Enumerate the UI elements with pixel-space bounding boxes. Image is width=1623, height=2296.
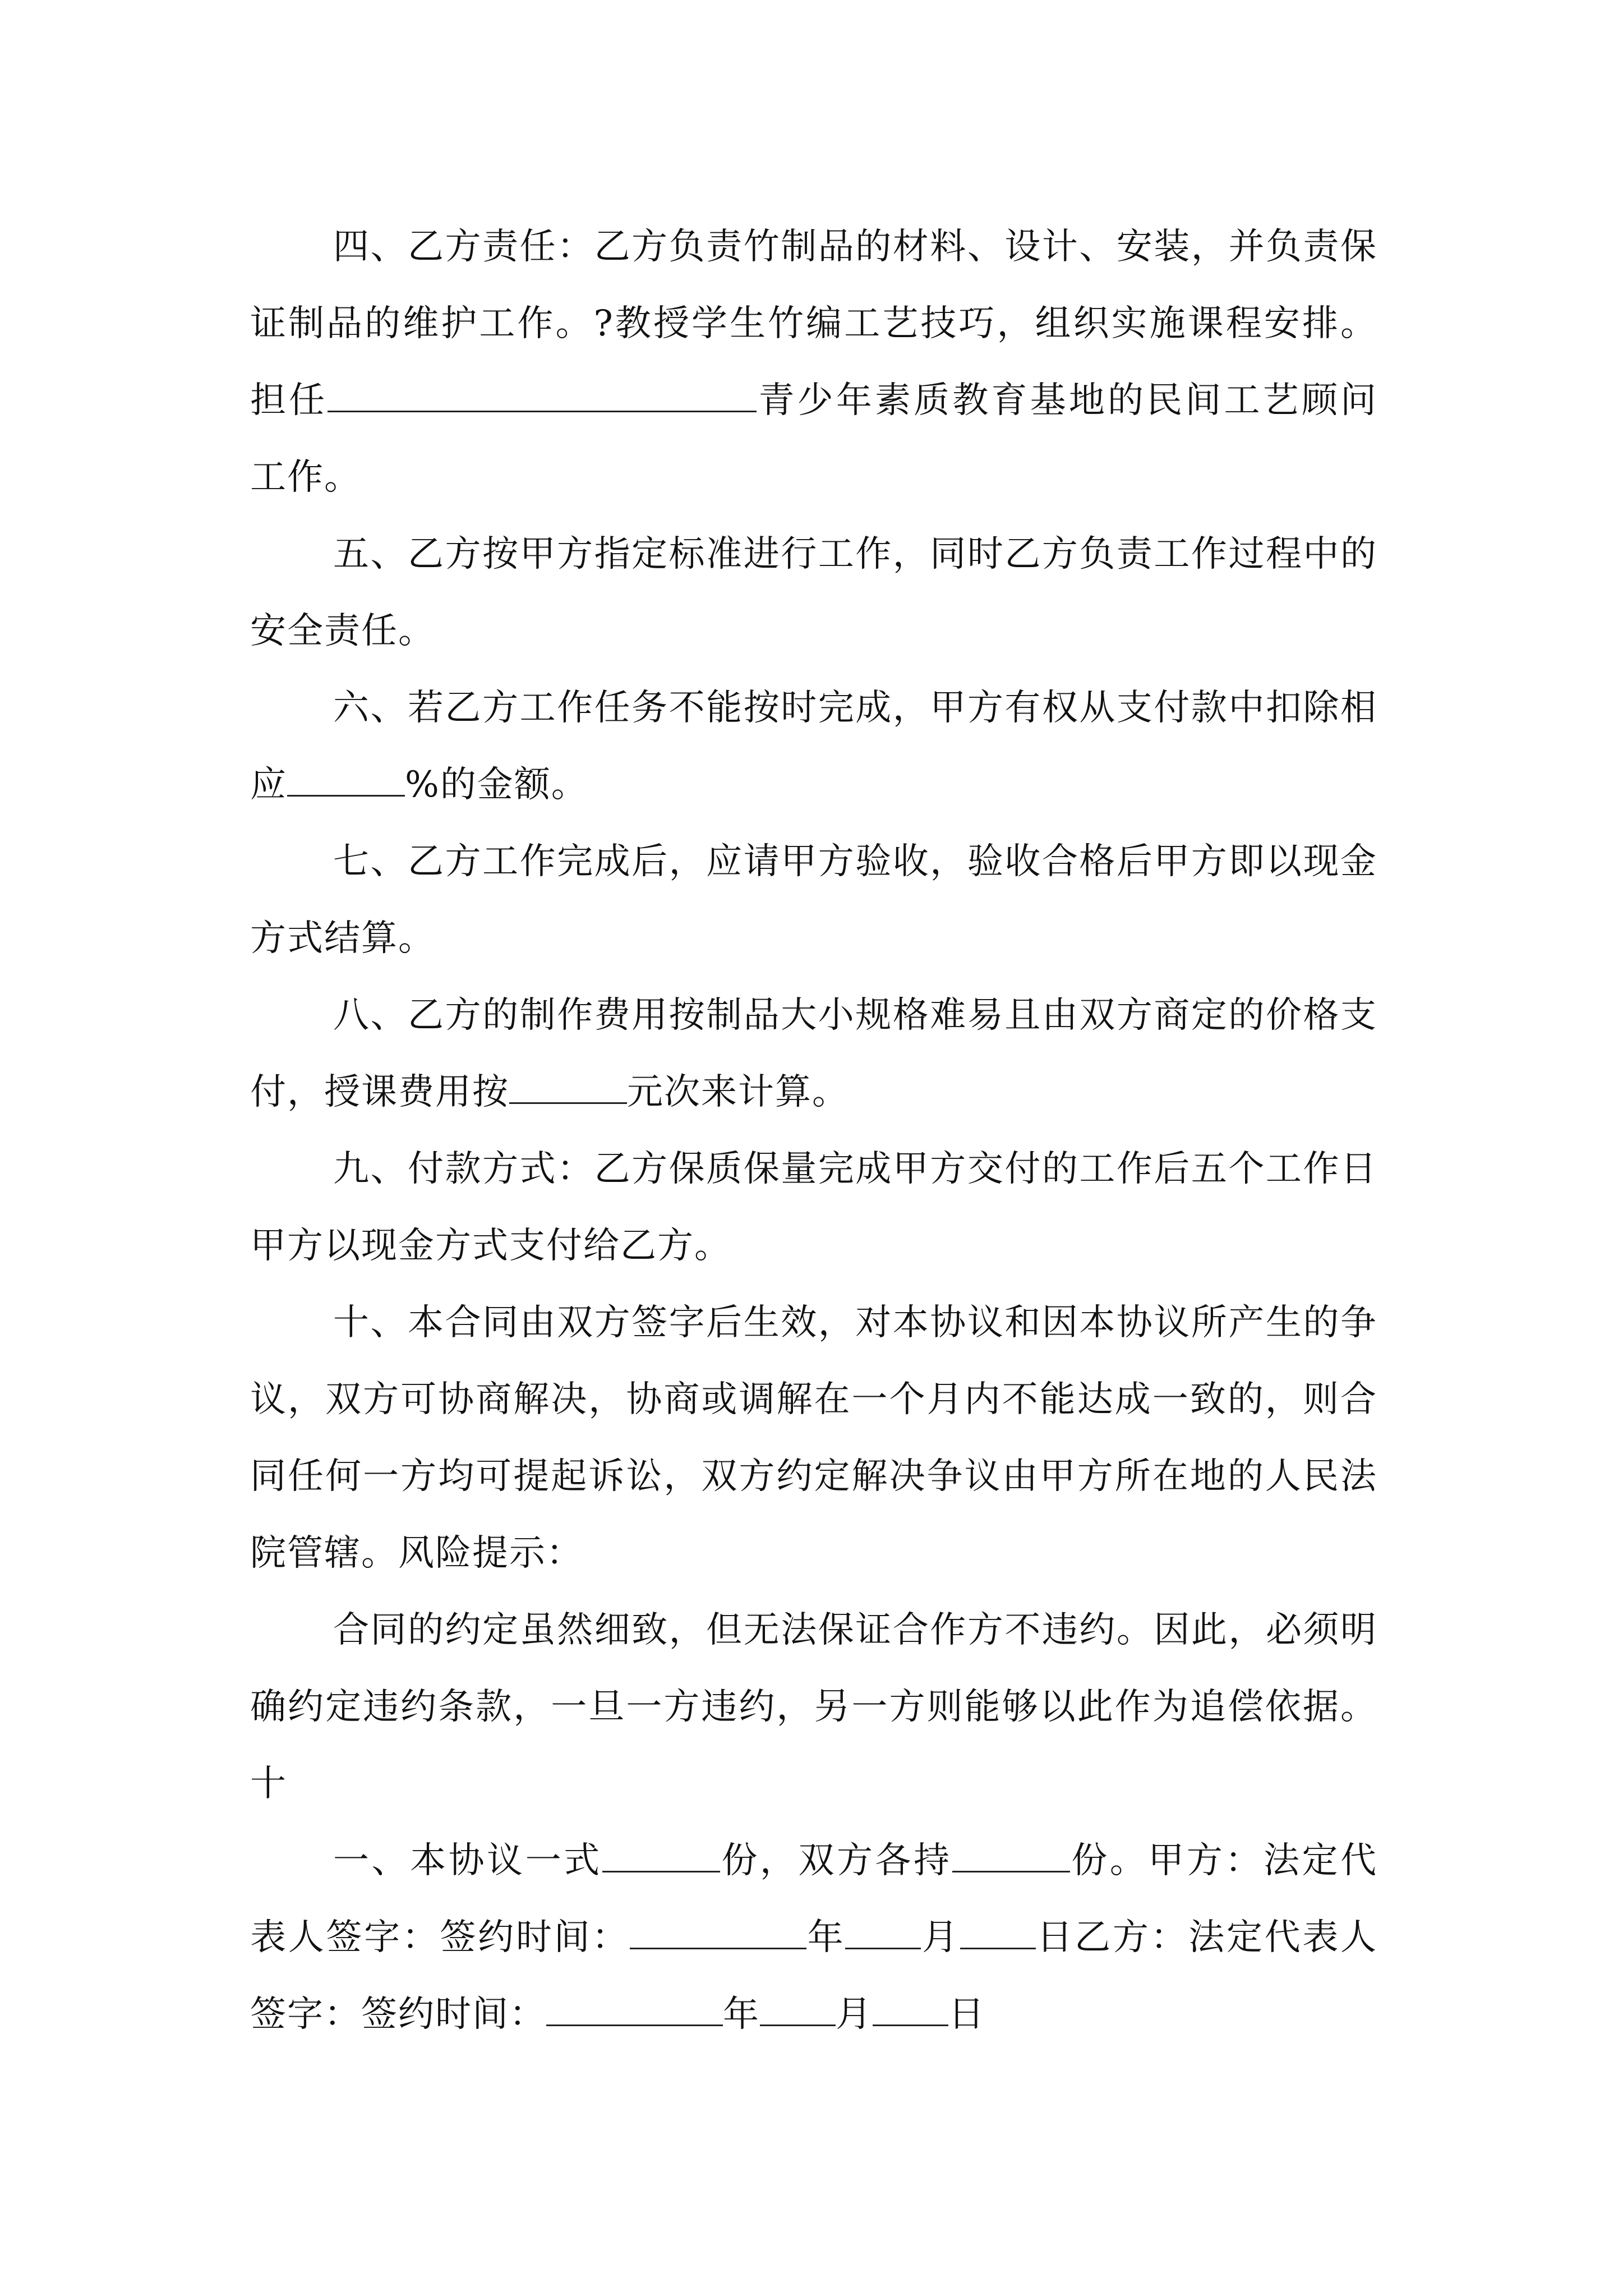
clause-11-text-d: 年 <box>806 1917 846 1958</box>
clause-11-text-b: 份，双方各持 <box>720 1840 952 1881</box>
clause-10: 十、本合同由双方签字后生效，对本协议和因本协议所产生的争议，双方可协商解决，协商或调解在一个月内不能达成一致的，则合同任何一方均可提起诉讼，双方约定解决争议由甲方所在地的人民法院管辖。风险提示： <box>250 1302 1377 1574</box>
risk-note: 合同的约定虽然细致，但无法保证合作方不违约。因此，必须明确约定违约条款，一旦一方违约，另一方则能够以此作为追偿依据。 十 <box>250 1609 1377 1805</box>
clause-6-text-b: %的金额。 <box>405 764 588 806</box>
fill-blank-party-b-day <box>873 1987 948 2026</box>
clause-5: 五、乙方按甲方指定标准进行工作，同时乙方负责工作过程中的安全责任。 <box>250 533 1377 652</box>
clause-4-text-a: 四、乙方责任：乙方负责竹制品的材料、设计、安装，并负责保证制品的维护工作。?教授学生竹编工艺技巧，组织实施课程安排。担任 <box>250 226 1377 421</box>
clause-8-text-a: 八、乙方的制作费用按制品大小规格难易且由双方商定的价格支付，授课费用按 <box>250 995 1377 1113</box>
clause-6-text-a: 六、若乙方工作任务不能按时完成，甲方有权从支付款中扣除相应 <box>250 687 1377 806</box>
fill-blank-party-a-month <box>845 1911 921 1949</box>
fill-blank-party-b-year <box>546 1987 723 2026</box>
clause-11-text-a: 一、本协议一式 <box>333 1840 602 1881</box>
fill-blank-copies-each <box>952 1834 1070 1872</box>
fill-blank-party-a-year <box>630 1911 806 1949</box>
fill-blank-percent <box>287 758 405 797</box>
fill-blank-base-name <box>328 374 757 412</box>
clause-8 <box>250 977 1377 1131</box>
clause-4-text-b: 青少年素质教育基地的民间工艺顾问工作。 <box>250 380 1378 498</box>
clause-11-text-h: 月 <box>836 1994 873 2035</box>
clause-4 <box>250 209 1377 516</box>
clause-11-text-c: 份。甲方：法定代表人签字：签约时间： <box>250 1840 1378 1958</box>
clause-11-text-e: 月 <box>921 1917 960 1958</box>
fill-blank-copies-total <box>602 1834 720 1872</box>
document-body <box>250 209 1377 2053</box>
clause-7: 七、乙方工作完成后，应请甲方验收，验收合格后甲方即以现金方式结算。 <box>250 841 1377 959</box>
fill-blank-party-a-day <box>960 1911 1036 1949</box>
clause-6 <box>250 670 1377 823</box>
clause-11-text-i: 日 <box>948 1994 985 2035</box>
fill-blank-fee <box>509 1065 627 1104</box>
fill-blank-party-b-month <box>760 1987 836 2026</box>
clause-8-text-b: 元次来计算。 <box>627 1071 849 1113</box>
clause-9: 九、付款方式：乙方保质保量完成甲方交付的工作后五个工作日甲方以现金方式支付给乙方。 <box>250 1148 1377 1267</box>
clause-11-signatures <box>250 1823 1377 2053</box>
clause-11-text-f: 日乙方：法定代表人签字：签约时间： <box>250 1917 1378 2035</box>
clause-11-text-g: 年 <box>723 1994 760 2035</box>
